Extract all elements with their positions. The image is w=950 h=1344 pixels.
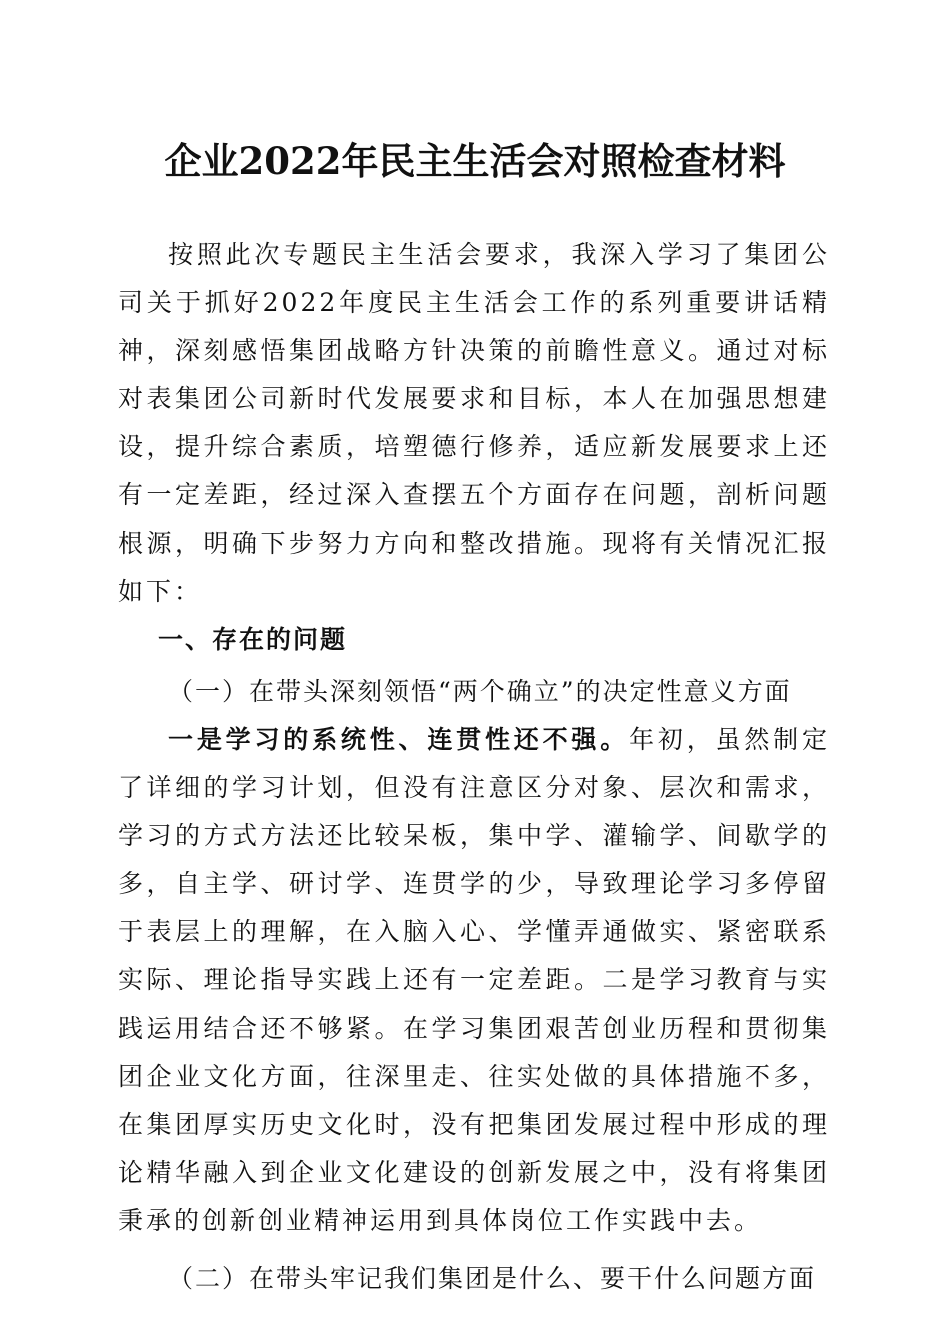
- subsection-heading-1: （一）在带头深刻领悟“两个确立”的决定性意义方面: [168, 676, 792, 706]
- intro-paragraph: 按照此次专题民主生活会要求，我深入学习了集团公司关于抓好2022年度民主生活会工作的系列重要讲话精神，深刻感悟集团战略方针决策的前瞻性意义。通过对标对表集团公司新时代发展要求和目标，本人在加强思想建设，提升综合素质，培塑德行修养，适应新发展要求上还有一定差距，经过深入查摆五个方面存在问题，剖析问题根源，明确下步努力方向和整改措施。现将有关情况汇报如下：: [118, 240, 830, 606]
- paragraph-lead-sentence: 一是学习的系统性、连贯性还不强。: [168, 724, 630, 754]
- subsection-heading-2: （二）在带头牢记我们集团是什么、要干什么问题方面: [168, 1263, 817, 1293]
- paragraph-body-text: 年初，虽然制定了详细的学习计划，但没有注意区分对象、层次和需求，学习的方式方法还比较呆板，集中学、灌输学、间歇学的多，自主学、研讨学、连贯学的少，导致理论学习多停留于表层上的理解，在入脑入心、学懂弄通做实、紧密联系实际、理论指导实践上还有一定差距。二是学习教育与实践运用结合还不够紧。在学习集团艰苦创业历程和贯彻集团企业文化方面，往深里走、往实处做的具体措施不多，在集团厚实历史文化时，没有把集团发展过程中形成的理论精华融入到企业文化建设的创新发展之中，没有将集团秉承的创新创业精神运用到具体岗位工作实践中去。: [118, 724, 830, 1235]
- problem-paragraph-1: [118, 716, 830, 1245]
- document-body: [118, 231, 830, 1303]
- section-heading-problems: 一、存在的问题: [158, 624, 348, 654]
- document-title: 企业2022年民主生活会对照检查材料: [164, 139, 786, 183]
